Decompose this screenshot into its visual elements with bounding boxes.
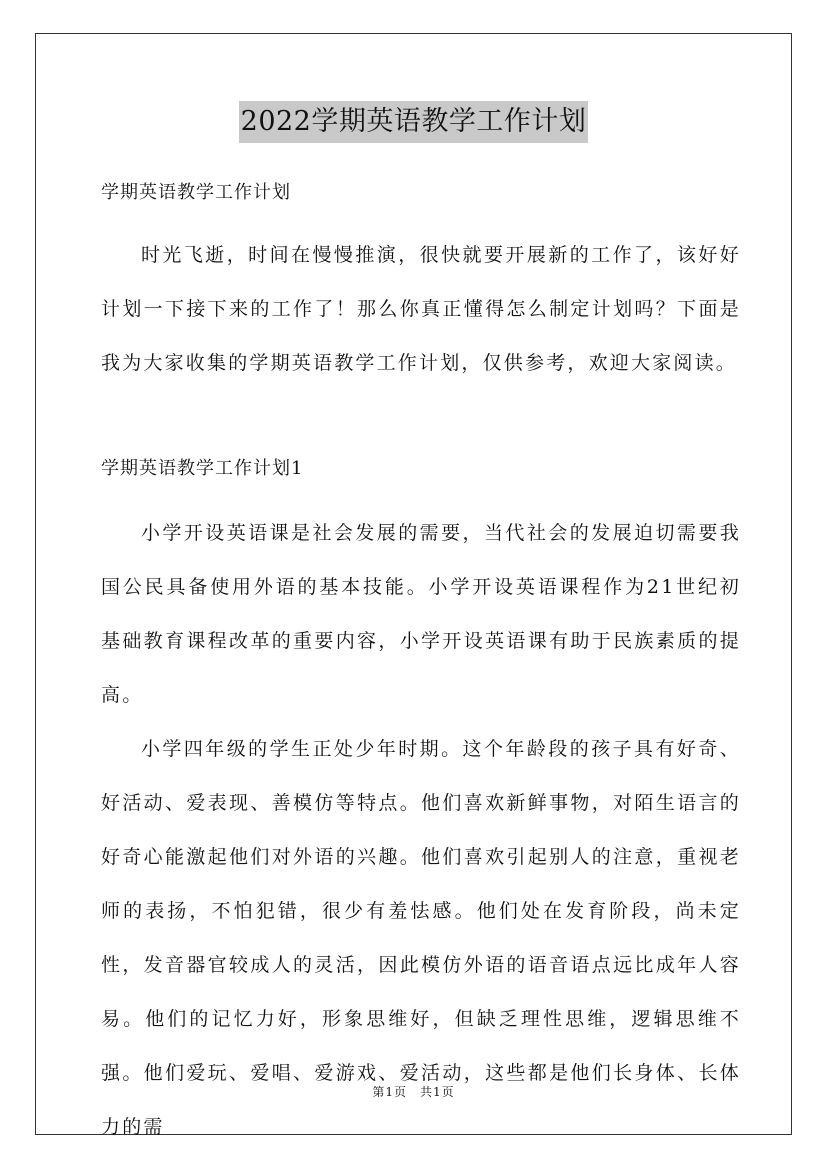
body-paragraph: 小学开设英语课是社会发展的需要，当代社会的发展迫切需要我国公民具备使用外语的基本技能。小学开设英语课程作为21世纪初基础教育课程改革的重要内容，小学开设英语课有助于民族素质的提高。 xyxy=(101,522,741,706)
body-paragraph: 小学四年级的学生正处少年时期。这个年龄段的孩子具有好奇、好活动、爱表现、善模仿等特点。他们喜欢新鲜事物，对陌生语言的好奇心能激起他们对外语的兴趣。他们喜欢引起别人的注意，重视老师的表扬，不怕犯错，很少有羞怯感。他们处在发育阶段，尚未定性，发音器官较成人的灵活，因此模仿外语的语音语点远比成年人容易。他们的记忆力好，形象思维好，但缺乏理性思维，逻辑思维不强。他们爱玩、爱唱、爱游戏、爱活动，这些都是他们长身体、长体力的需 xyxy=(101,738,741,1138)
section-heading: 学期英语教学工作计划1 xyxy=(101,458,304,479)
page-footer: 第1页 共1页 xyxy=(372,1085,455,1099)
document-subtitle: 学期英语教学工作计划 xyxy=(101,182,291,203)
document-body xyxy=(101,170,741,1154)
document-title: 2022学期英语教学工作计划 xyxy=(239,101,589,143)
intro-paragraph: 时光飞逝，时间在慢慢推演，很快就要开展新的工作了，该好好计划一下接下来的工作了！那么你真正懂得怎么制定计划吗？下面是我为大家收集的学期英语教学工作计划，仅供参考，欢迎大家阅读。 xyxy=(101,244,741,374)
title-container xyxy=(0,101,827,143)
